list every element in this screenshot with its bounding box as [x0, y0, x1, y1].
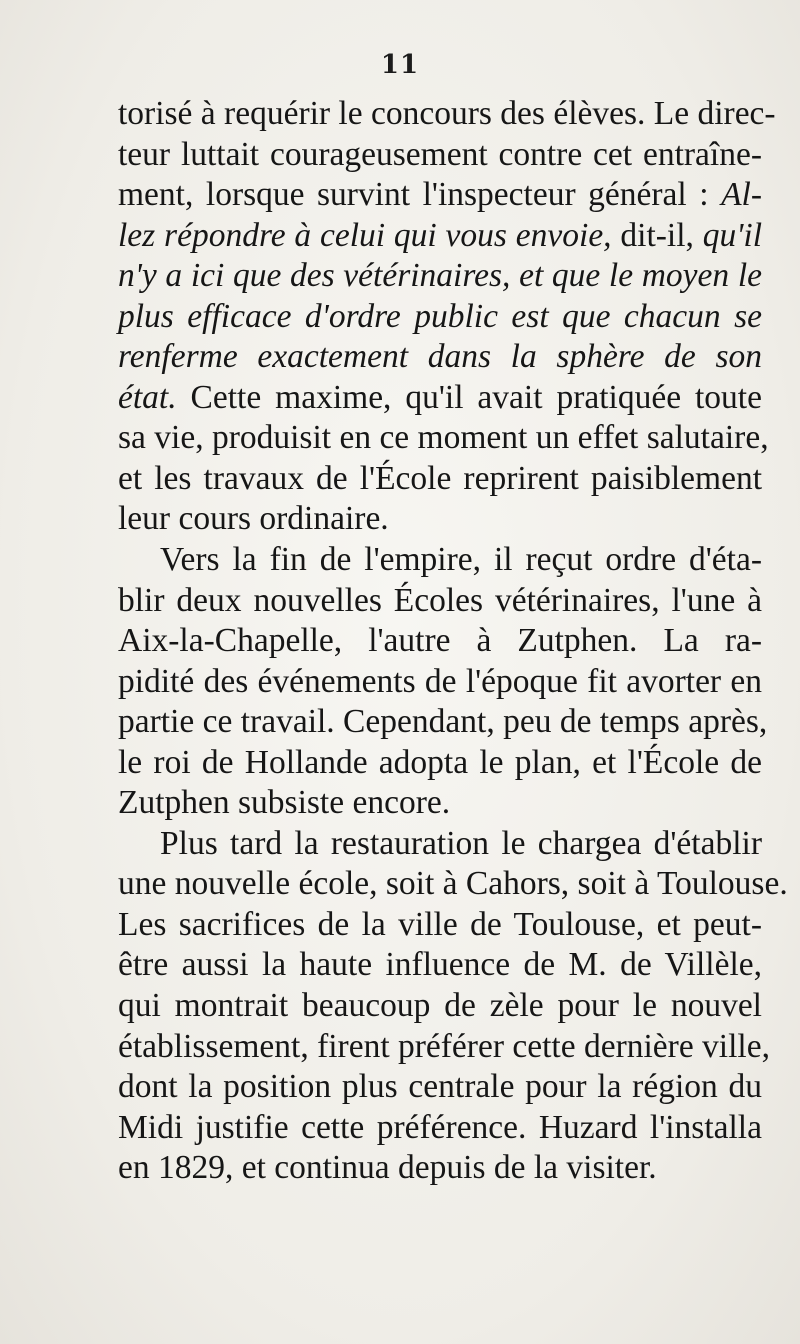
text-line: état. Cette maxime, qu'il avait pratiquée toute: [118, 378, 762, 416]
text-line: partie ce travail. Cependant, peu de temps après,: [118, 703, 768, 741]
text-line: ment, lorsque survint l'inspecteur général : Al-: [118, 176, 762, 214]
text-line: Plus tard la restauration le chargea d'établir: [160, 824, 762, 862]
text-line: pidité des événements de l'époque fit avorter en: [118, 662, 762, 700]
text-line: et les travaux de l'École reprirent paisiblement: [118, 459, 762, 497]
text-line: plus efficace d'ordre public est que chacun se: [118, 297, 762, 335]
page-number: 11: [380, 50, 420, 80]
text-line: lez répondre à celui qui vous envoie, dit-il, qu'il: [118, 216, 762, 254]
text-line: n'y a ici que des vétérinaires, et que le moyen le: [118, 257, 762, 295]
text-line: Vers la fin de l'empire, il reçut ordre d'éta-: [160, 541, 762, 579]
paragraph-3: [118, 824, 788, 1189]
text-line: blir deux nouvelles Écoles vétérinaires, l'une à: [118, 581, 762, 619]
text-line: teur luttait courageusement contre cet entraîne-: [118, 135, 762, 173]
text-line: Midi justifie cette préférence. Huzard l'installa: [118, 1108, 762, 1146]
text-line: qui montrait beaucoup de zèle pour le nouvel: [118, 987, 762, 1025]
paragraph-1: [118, 94, 776, 540]
text-line: torisé à requérir le concours des élèves. Le direc-: [118, 95, 776, 132]
body-text: [118, 94, 788, 1189]
text-line: Les sacrifices de la ville de Toulouse, et peut-: [118, 905, 762, 943]
text-line: en 1829, et continua depuis de la visiter.: [118, 1149, 657, 1187]
text-line: leur cours ordinaire.: [118, 500, 389, 538]
text-line: établissement, firent préférer cette dernière ville,: [118, 1027, 770, 1065]
text-line: renferme exactement dans la sphère de son: [118, 338, 762, 376]
paragraph-2: [118, 540, 768, 824]
text-line: Aix-la-Chapelle, l'autre à Zutphen. La ra-: [118, 622, 762, 660]
text-line: être aussi la haute influence de M. de Villèle,: [118, 946, 762, 984]
text-line: Zutphen subsiste encore.: [118, 784, 451, 822]
text-line: sa vie, produisit en ce moment un effet salutaire,: [118, 419, 769, 457]
text-line: dont la position plus centrale pour la région du: [118, 1068, 762, 1106]
text-line: une nouvelle école, soit à Cahors, soit à Toulouse.: [118, 865, 788, 903]
text-line: le roi de Hollande adopta le plan, et l'École de: [118, 743, 762, 781]
